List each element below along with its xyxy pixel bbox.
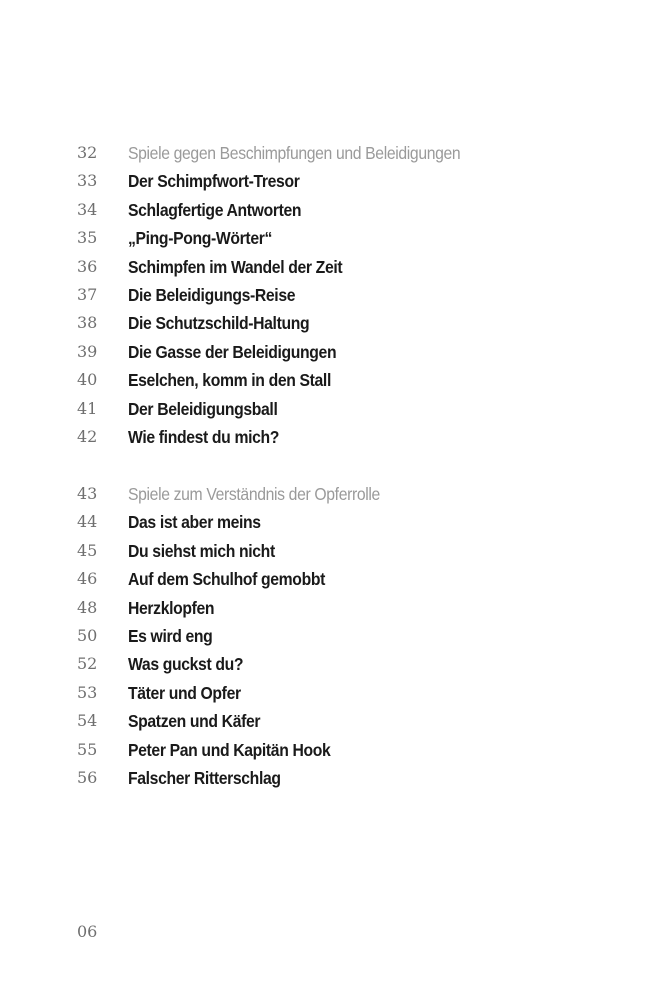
toc-title: Täter und Opfer — [128, 682, 241, 703]
toc-title: Falscher Ritterschlag — [128, 767, 281, 788]
toc-page-number: 41 — [77, 398, 98, 418]
toc-entry[interactable] — [0, 508, 665, 536]
toc-page-number: 46 — [77, 569, 98, 589]
toc-entry[interactable] — [0, 196, 665, 224]
page-number: 06 — [77, 922, 98, 941]
toc-entry[interactable] — [0, 764, 665, 792]
toc-page-number: 50 — [77, 625, 98, 645]
toc-entry[interactable] — [0, 309, 665, 337]
toc-entry[interactable] — [0, 594, 665, 622]
toc-page-number: 48 — [77, 597, 98, 617]
toc-page-number: 56 — [77, 767, 98, 787]
toc-entry[interactable] — [0, 253, 665, 281]
toc-page-number: 38 — [77, 313, 98, 333]
toc-entry[interactable] — [0, 707, 665, 735]
toc-title: Spiele zum Verständnis der Opferrolle — [128, 484, 380, 504]
toc-entry[interactable] — [0, 679, 665, 707]
toc-entry[interactable] — [0, 736, 665, 764]
toc-title: Die Schutzschild-Haltung — [128, 313, 310, 334]
toc-title: Die Gasse der Beleidigungen — [128, 341, 337, 362]
toc-page-number: 33 — [77, 171, 98, 191]
toc-page-number: 34 — [77, 199, 98, 219]
toc-title: Die Beleidigungs-Reise — [128, 284, 296, 305]
toc-title: „Ping-Pong-Wörter“ — [128, 228, 272, 249]
toc-page-number: 44 — [77, 512, 98, 532]
toc-page-number: 32 — [77, 143, 98, 162]
toc-title: Der Beleidigungsball — [128, 398, 278, 419]
toc-entry[interactable] — [0, 537, 665, 565]
toc-page-number: 53 — [77, 682, 98, 702]
toc-page-number: 55 — [77, 739, 98, 759]
toc-entry[interactable] — [0, 650, 665, 678]
toc-entry[interactable] — [0, 395, 665, 423]
toc-title: Herzklopfen — [128, 597, 215, 618]
toc-page-number: 35 — [77, 228, 98, 248]
toc-title: Eselchen, komm in den Stall — [128, 370, 331, 391]
toc-title: Spiele gegen Beschimpfungen und Beleidigungen — [128, 143, 461, 163]
toc-title: Es wird eng — [128, 625, 213, 646]
toc-title: Wie findest du mich? — [128, 426, 280, 447]
toc-page-number: 42 — [77, 426, 98, 446]
toc-page-number: 40 — [77, 370, 98, 390]
toc-title: Du siehst mich nicht — [128, 540, 275, 561]
toc-entry[interactable] — [0, 423, 665, 451]
toc-page-number: 39 — [77, 341, 98, 361]
toc-page-number: 45 — [77, 540, 98, 560]
toc-title: Peter Pan und Kapitän Hook — [128, 739, 331, 760]
toc-title: Das ist aber meins — [128, 512, 261, 533]
toc-entry[interactable] — [0, 167, 665, 195]
toc-page-number: 37 — [77, 284, 98, 304]
toc-title: Schlagfertige Antworten — [128, 199, 302, 220]
toc-entry[interactable] — [0, 622, 665, 650]
toc-page-number: 52 — [77, 654, 98, 674]
toc-page-number: 36 — [77, 256, 98, 276]
toc-entry[interactable] — [0, 338, 665, 366]
toc-title: Spatzen und Käfer — [128, 711, 261, 732]
toc-entry[interactable] — [0, 224, 665, 252]
toc-page-number: 54 — [77, 711, 98, 731]
toc-page-number: 43 — [77, 484, 98, 503]
toc-heading[interactable] — [0, 139, 665, 167]
toc-title: Der Schimpfwort-Tresor — [128, 171, 300, 192]
toc-title: Schimpfen im Wandel der Zeit — [128, 256, 343, 277]
toc-title: Auf dem Schulhof gemobbt — [128, 569, 325, 590]
toc-heading[interactable] — [0, 480, 665, 508]
toc-section-insults — [0, 139, 665, 451]
toc-entry[interactable] — [0, 565, 665, 593]
toc-title: Was guckst du? — [128, 654, 244, 675]
toc-entry[interactable] — [0, 366, 665, 394]
toc-entry[interactable] — [0, 281, 665, 309]
toc-section-victim-role — [0, 480, 665, 792]
